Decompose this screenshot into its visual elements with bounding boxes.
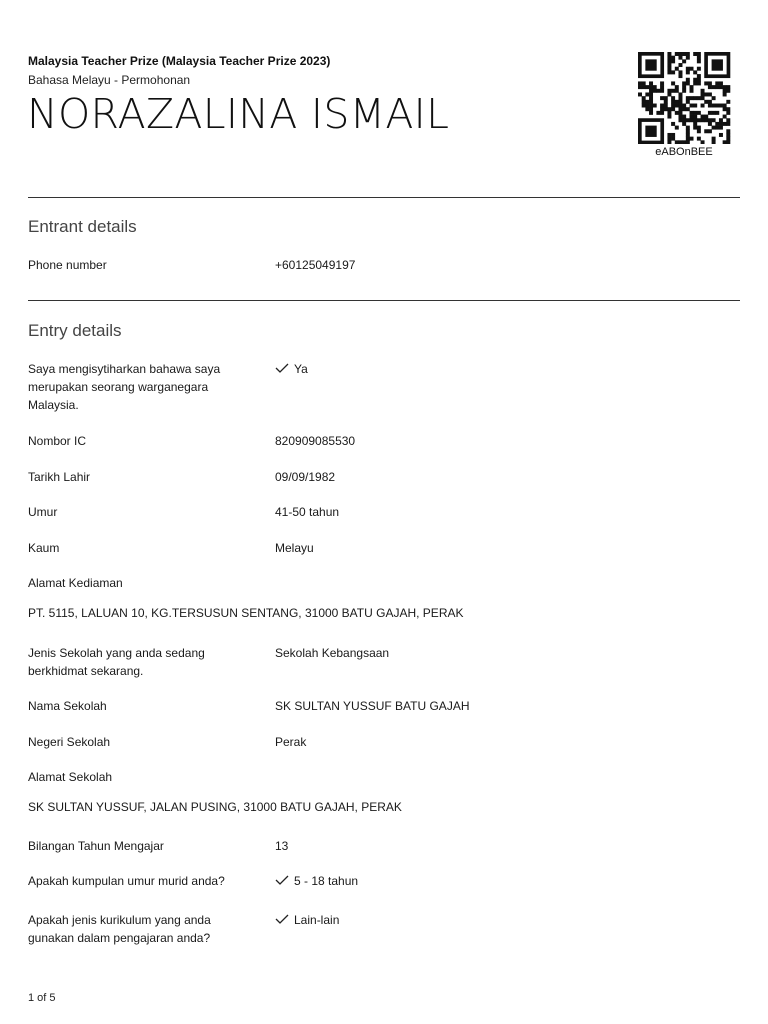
field-value-text: Ya	[294, 362, 308, 376]
field-value-citizenship	[275, 360, 715, 378]
section-title-entry-details: Entry details	[28, 321, 122, 340]
field-value-school-name: SK SULTAN YUSSUF BATU GAJAH	[275, 699, 470, 713]
field-label-age: Umur	[28, 505, 58, 519]
field-value-text: Lain-lain	[294, 913, 340, 927]
field-label-school-name: Nama Sekolah	[28, 699, 107, 713]
field-value-ic-number: 820909085530	[275, 434, 356, 448]
field-value-text: 5 - 18 tahun	[294, 874, 359, 888]
field-label-date-of-birth: Tarikh Lahir	[28, 470, 91, 484]
field-value-school-address: SK SULTAN YUSSUF, JALAN PUSING, 31000 BATU GAJAH, PERAK	[28, 800, 402, 814]
field-value-school-state: Perak	[275, 735, 307, 749]
field-value-race: Melayu	[275, 541, 314, 555]
section-divider	[28, 300, 740, 301]
field-label-race: Kaum	[28, 541, 60, 555]
field-value-school-type: Sekolah Kebangsaan	[275, 646, 390, 660]
section-divider	[28, 197, 740, 198]
field-label-school-state: Negeri Sekolah	[28, 735, 111, 749]
section-title-entrant-details: Entrant details	[28, 217, 137, 236]
field-value-curriculum-type	[275, 911, 715, 929]
entrant-name: NORAZALINA ISMAIL	[27, 90, 450, 138]
field-label-citizenship: Saya mengisytiharkan bahawa saya merupakan seorang warganegara Malaysia.	[28, 362, 221, 412]
field-value-phone-number: +60125049197	[275, 258, 356, 272]
field-label-ic-number: Nombor IC	[28, 434, 87, 448]
form-subtitle: Bahasa Melayu - Permohonan	[28, 73, 191, 87]
field-value-home-address: PT. 5115, LALUAN 10, KG.TERSUSUN SENTANG, 31000 BATU GAJAH, PERAK	[28, 606, 464, 620]
field-label-student-age-group: Apakah kumpulan umur murid anda?	[28, 874, 225, 888]
check-icon	[275, 874, 289, 886]
field-label-school-address: Alamat Sekolah	[28, 770, 113, 784]
check-icon	[275, 913, 289, 925]
qr-code-label: eABOnBEE	[655, 146, 713, 158]
field-label-school-type: Jenis Sekolah yang anda sedang berkhidmat sekarang.	[28, 646, 205, 678]
field-value-years-teaching: 13	[275, 839, 289, 853]
field-label-years-teaching: Bilangan Tahun Mengajar	[28, 839, 164, 853]
field-label-phone-number: Phone number	[28, 258, 107, 272]
qr-code-icon	[636, 52, 732, 144]
field-value-date-of-birth: 09/09/1982	[275, 470, 336, 484]
check-icon	[275, 362, 289, 374]
award-title: Malaysia Teacher Prize (Malaysia Teacher Prize 2023)	[28, 54, 331, 68]
field-label-home-address: Alamat Kediaman	[28, 576, 123, 590]
field-value-student-age-group	[275, 872, 715, 890]
field-label-curriculum-type: Apakah jenis kurikulum yang anda gunakan dalam pengajaran anda?	[28, 913, 211, 945]
field-value-age: 41-50 tahun	[275, 505, 340, 519]
page-indicator: 1 of 5	[28, 992, 56, 1004]
